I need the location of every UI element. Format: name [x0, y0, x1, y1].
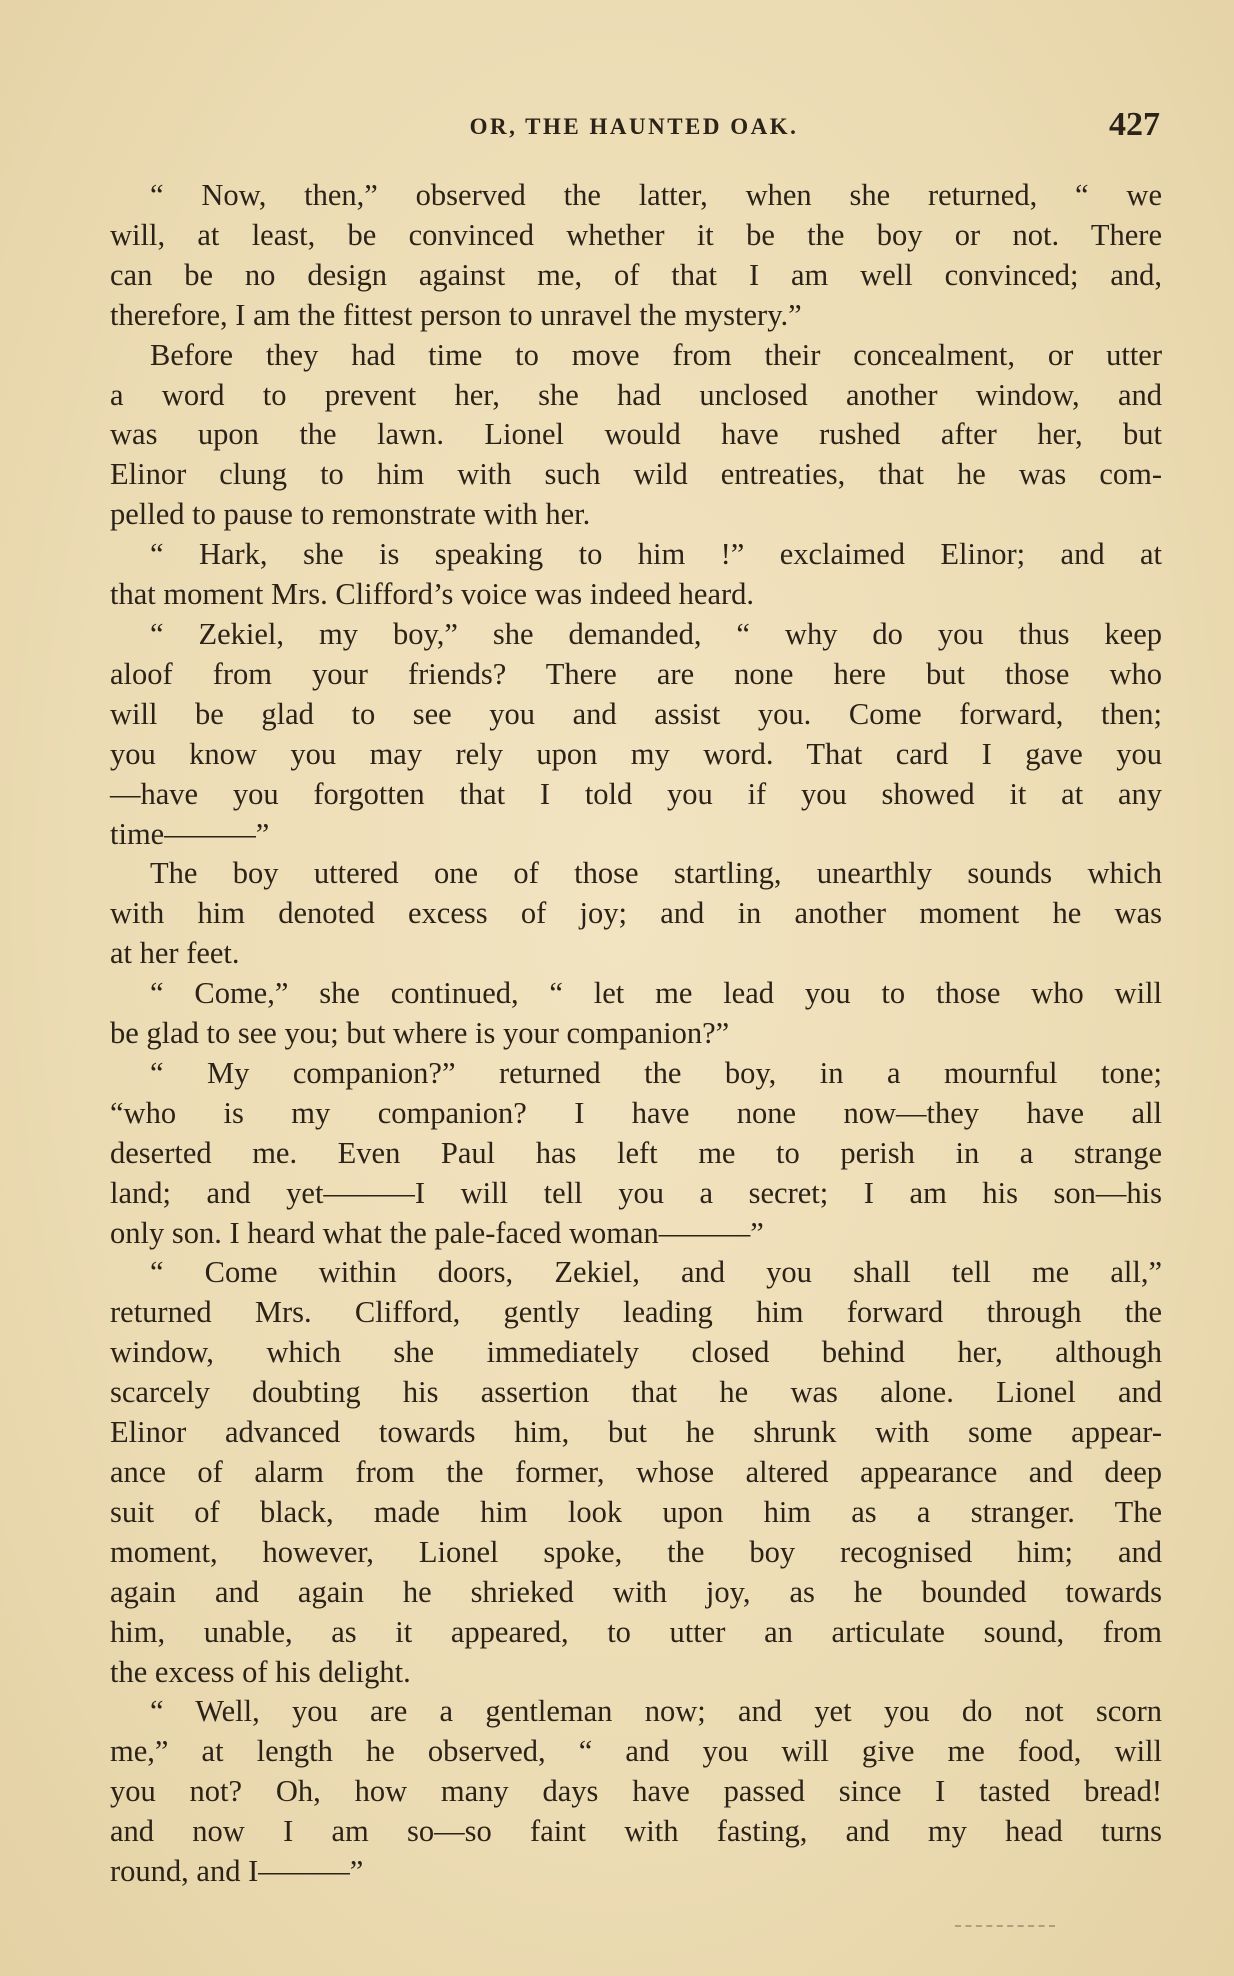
text-line: deserted me. Even Paul has left me to perish in a strange	[110, 1135, 1162, 1170]
text-line: again and again he shrieked with joy, as he bounded towards	[110, 1574, 1162, 1609]
text-line: you not? Oh, how many days have passed since I tasted bread!	[110, 1774, 1162, 1809]
running-title: OR, THE HAUNTED OAK.	[469, 114, 799, 139]
text-line: a word to prevent her, she had unclosed another window, and	[110, 377, 1162, 412]
text-line: “ Come,” she continued, “ let me lead you to those who will	[150, 976, 1162, 1011]
text-line: Elinor advanced towards him, but he shrunk with some appear-	[110, 1415, 1162, 1450]
text-line: aloof from your friends? There are none here but those who	[110, 656, 1162, 691]
text-line: “ Hark, she is speaking to him !” exclaimed Elinor; and at	[150, 537, 1162, 572]
page-number: 427	[1109, 106, 1160, 143]
text-line: that moment Mrs. Clifford’s voice was indeed heard.	[110, 577, 755, 612]
text-line: “ Well, you are a gentleman now; and yet you do not scorn	[150, 1694, 1162, 1729]
text-line: be glad to see you; but where is your companion?”	[110, 1016, 730, 1051]
text-line: only son. I heard what the pale-faced woman———”	[110, 1215, 764, 1250]
text-line: will, at least, be convinced whether it be the boy or not. There	[110, 217, 1162, 252]
text-line: the excess of his delight.	[110, 1654, 411, 1689]
running-head	[108, 106, 1160, 146]
text-line: window, which she immediately closed behind her, although	[110, 1335, 1162, 1370]
text-line: will be glad to see you and assist you. Come forward, then;	[110, 696, 1162, 731]
text-line: pelled to pause to remonstrate with her.	[110, 497, 591, 532]
text-line: “ Zekiel, my boy,” she demanded, “ why do you thus keep	[150, 616, 1162, 651]
text-line: ance of alarm from the former, whose altered appearance and deep	[110, 1455, 1162, 1489]
body-text	[110, 176, 1162, 1892]
text-line: land; and yet———I will tell you a secret; I am his son—his	[110, 1175, 1162, 1210]
text-line: round, and I———”	[110, 1854, 364, 1889]
text-line: —have you forgotten that I told you if you showed it at any	[110, 776, 1162, 811]
text-line: The boy uttered one of those startling, unearthly sounds which	[150, 856, 1162, 891]
text-line: therefore, I am the fittest person to unravel the mystery.”	[110, 297, 802, 332]
text-line: Elinor clung to him with such wild entreaties, that he was com-	[110, 457, 1162, 492]
text-line: and now I am so—so faint with fasting, and my head turns	[110, 1814, 1162, 1849]
text-line: was upon the lawn. Lionel would have rushed after her, but	[110, 417, 1162, 452]
text-line: suit of black, made him look upon him as a stranger. The	[110, 1494, 1162, 1529]
text-line: you know you may rely upon my word. That card I gave you	[110, 736, 1162, 771]
text-line: “ My companion?” returned the boy, in a mournful tone;	[150, 1055, 1162, 1090]
printer-mark	[955, 1925, 1055, 1929]
text-line: can be no design against me, of that I am well convinced; and,	[110, 257, 1162, 292]
text-line: him, unable, as it appeared, to utter an articulate sound, from	[110, 1614, 1162, 1649]
text-line: me,” at length he observed, “ and you will give me food, will	[110, 1734, 1162, 1769]
text-line: returned Mrs. Clifford, gently leading him forward through the	[110, 1295, 1162, 1330]
text-line: time———”	[110, 816, 270, 851]
text-line: “who is my companion? I have none now—they have all	[110, 1095, 1162, 1130]
text-line: moment, however, Lionel spoke, the boy recognised him; and	[110, 1534, 1162, 1569]
text-line: with him denoted excess of joy; and in another moment he was	[110, 896, 1162, 931]
text-line: “ Come within doors, Zekiel, and you shall tell me all,”	[150, 1255, 1162, 1290]
text-line: Before they had time to move from their concealment, or utter	[150, 337, 1162, 372]
text-line: at her feet.	[110, 936, 240, 971]
text-line: scarcely doubting his assertion that he was alone. Lionel and	[110, 1375, 1162, 1410]
text-line: “ Now, then,” observed the latter, when she returned, “ we	[150, 178, 1162, 212]
